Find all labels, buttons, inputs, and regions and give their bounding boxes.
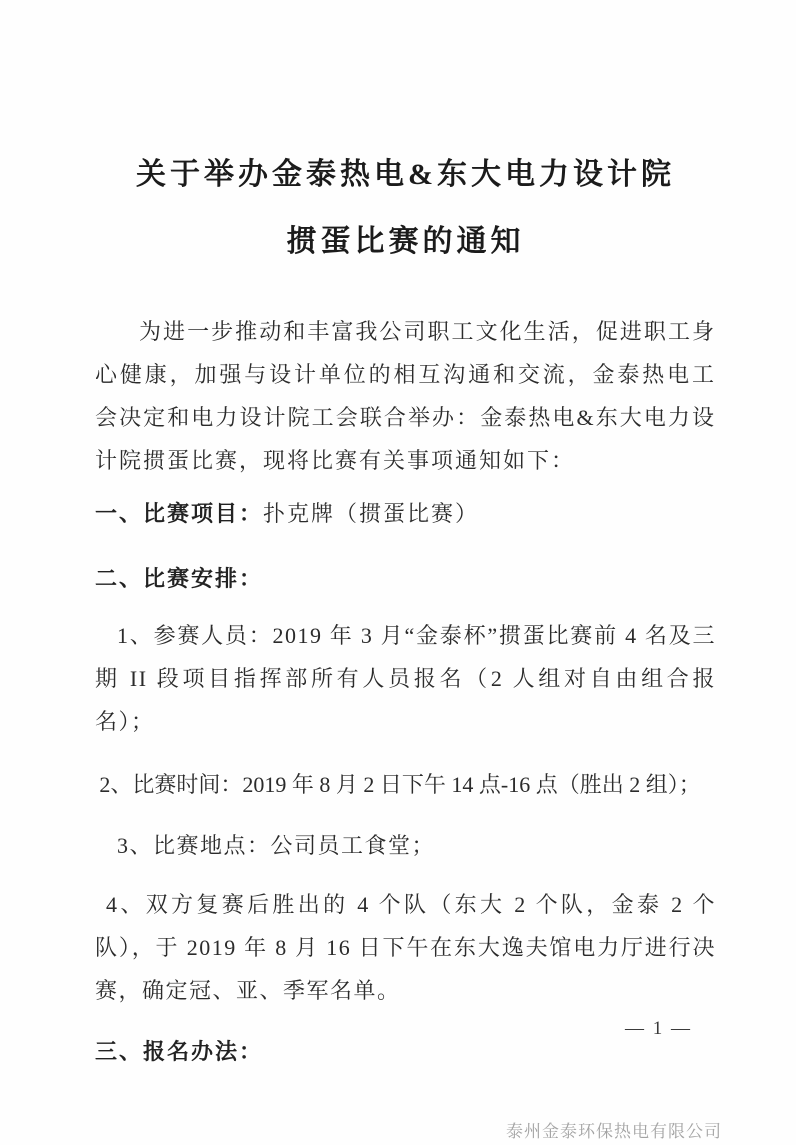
doc-title-line-1: 关于举办金泰热电&东大电力设计院	[136, 158, 675, 191]
section-1-heading: 一、比赛项目：	[95, 501, 264, 526]
section-3-heading: 三、报名办法：	[95, 1039, 264, 1064]
doc-title-line-2: 掼蛋比赛的通知	[286, 225, 525, 258]
list-item-time: 2、比赛时间：2019 年 8 月 2 日下午 14 点-16 点（胜出 2 组）；	[99, 772, 701, 797]
company-watermark: 泰州金泰环保热电有限公司	[506, 1122, 722, 1141]
section-1-content: 扑克牌（掼蛋比赛）	[263, 501, 480, 526]
list-item-finals: 4、双方复赛后胜出的 4 个队（东大 2 个队，金泰 2 个队），于 2019 年 8 月 16 日下午在东大逸夫馆电力厅进行决赛，确定冠、亚、季军名单。	[95, 892, 716, 1003]
page-number: — 1 —	[625, 1018, 692, 1039]
list-item-location: 3、比赛地点：公司员工食堂；	[117, 833, 436, 858]
intro-paragraph: 为进一步推动和丰富我公司职工文化生活，促进职工身心健康，加强与设计单位的相互沟通和交流，金泰热电工会决定和电力设计院工会联合举办：金泰热电&东大电力设计院掼蛋比赛，现将比赛有关事项通知如下：	[95, 319, 716, 473]
section-2-heading: 二、比赛安排：	[95, 566, 264, 591]
list-item-participants: 1、参赛人员：2019 年 3 月“金泰杯”掼蛋比赛前 4 名及三期 II 段项目指挥部所有人员报名（2 人组对自由组合报名）；	[95, 623, 716, 734]
document-content	[95, 0, 716, 1073]
section-1-line	[95, 492, 716, 535]
